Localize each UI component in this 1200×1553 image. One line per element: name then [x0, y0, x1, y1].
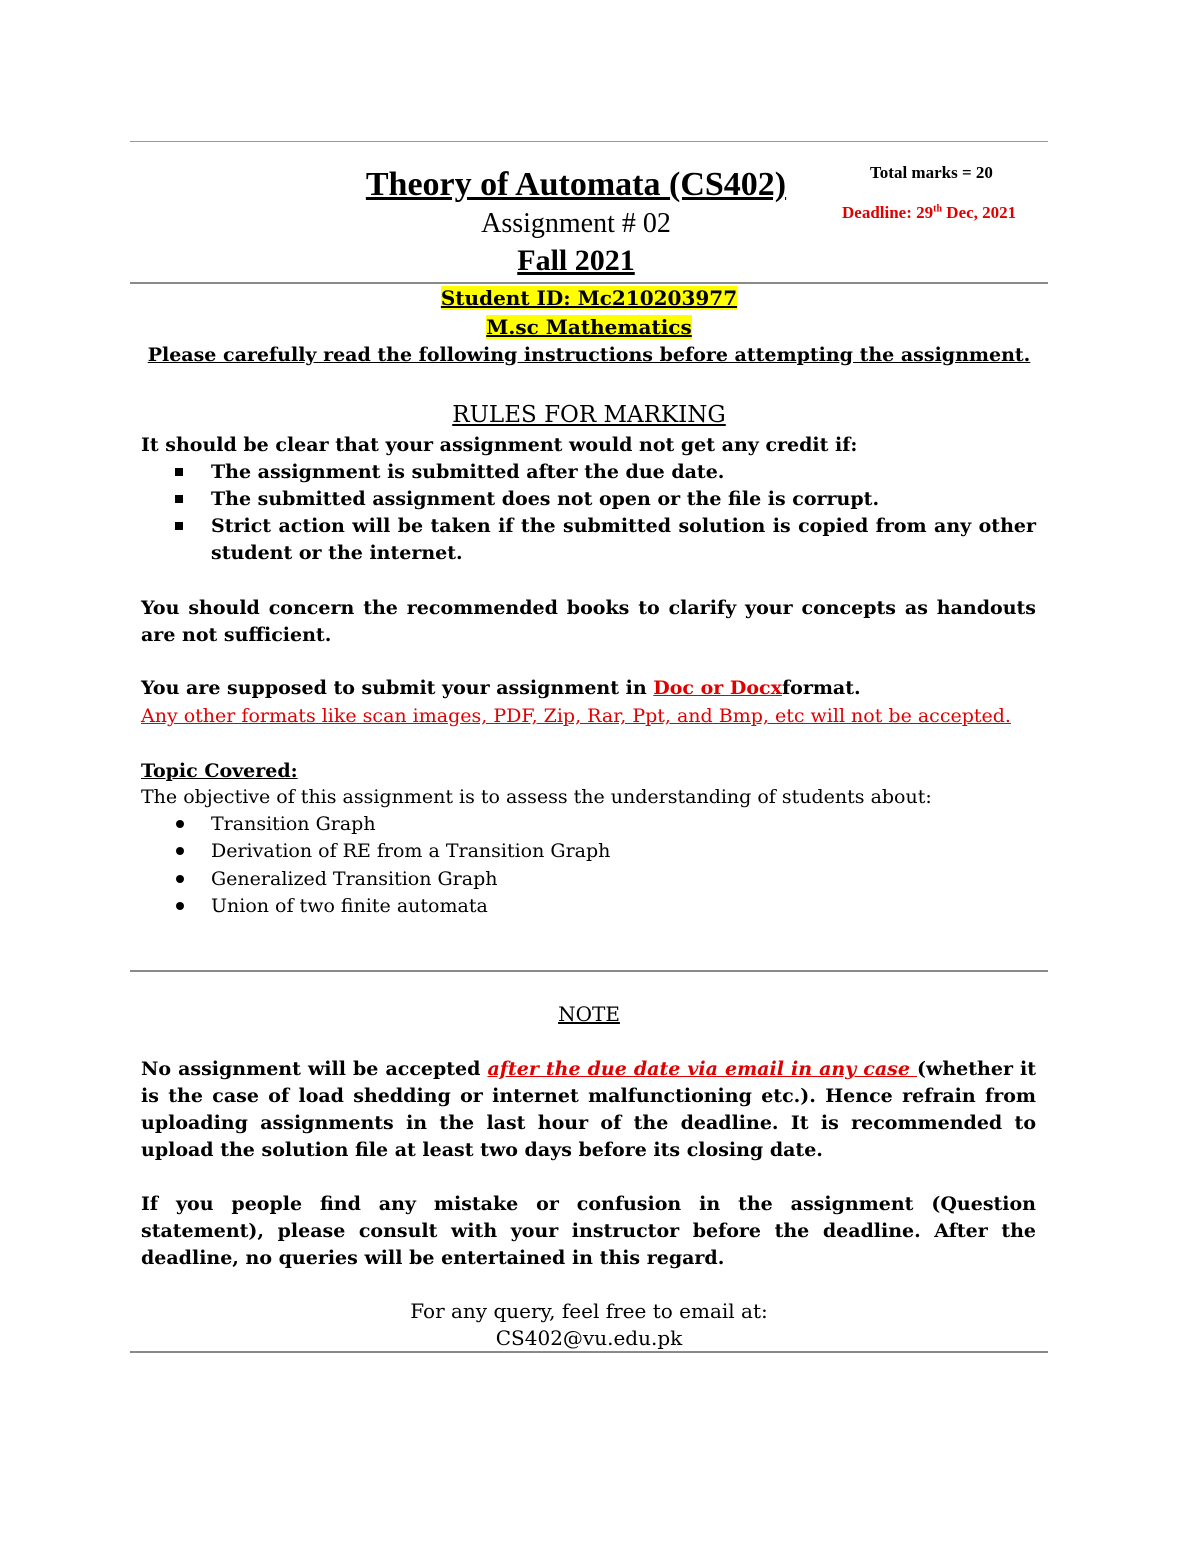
top-divider — [130, 141, 1048, 142]
deadline-prefix: Deadline: 29 — [842, 203, 934, 222]
contact-email[interactable]: CS402@vu.edu.pk — [495, 1326, 683, 1350]
page-title: Theory of Automata (CS402) — [365, 166, 787, 203]
square-bullet-icon — [175, 495, 183, 503]
books-note: You should concern the recommended books to clarify your concepts as handouts are not sufficient. — [141, 597, 1036, 646]
student-id-line — [0, 286, 1178, 310]
note-para1-suffix: (whether it is the case of load shedding or internet malfunctioning etc.). Hence refrain from uploading assignments in the last hour of the deadline. It is recommended to upload the solution file at least two days before its closing date. — [141, 1058, 1037, 1161]
term-label: Fall 2021 — [517, 244, 635, 277]
topic-item-text: Union of two finite automata — [211, 895, 488, 917]
note-divider — [130, 970, 1048, 972]
rule-item-text: The assignment is submitted after the due date. — [211, 461, 725, 483]
topic-item-text: Generalized Transition Graph — [211, 868, 498, 890]
round-bullet-icon — [176, 847, 184, 855]
note-para1-prefix: No assignment will be accepted — [141, 1058, 488, 1080]
deadline-sup: th — [933, 203, 943, 215]
format-line — [141, 675, 1036, 702]
header-divider — [130, 282, 1048, 284]
format-suffix: format. — [781, 677, 861, 699]
rules-heading-line — [0, 402, 1178, 428]
instructions-line — [0, 344, 1178, 366]
instructions-heading: Please carefully read the following instructions before attempting the assignment. — [147, 344, 1031, 366]
note-heading: NOTE — [558, 1002, 620, 1026]
student-id: Student ID: Mc210203977 — [440, 286, 738, 310]
format-value: Doc or Docx — [653, 677, 782, 699]
rule-item-text: The submitted assignment does not open or the file is corrupt. — [211, 488, 880, 510]
rules-intro: It should be clear that your assignment would not get any credit if: — [141, 434, 858, 456]
student-program: M.sc Mathematics — [486, 315, 692, 339]
square-bullet-icon — [175, 522, 183, 530]
rules-heading: RULES FOR MARKING — [452, 402, 726, 428]
round-bullet-icon — [176, 820, 184, 828]
program-line — [0, 315, 1178, 339]
bottom-divider — [130, 1351, 1048, 1353]
topic-item-text: Transition Graph — [211, 813, 376, 835]
other-formats-warning: Any other formats like scan images, PDF, Zip, Rar, Ppt, and Bmp, etc will not be accepted. — [141, 705, 1011, 727]
round-bullet-icon — [176, 902, 184, 910]
rule-item-text: Strict action will be taken if the submitted solution is copied from any other student or the internet. — [211, 515, 1036, 564]
format-prefix: You are supposed to submit your assignment in — [141, 677, 654, 699]
topic-item-text: Derivation of RE from a Transition Graph — [211, 840, 611, 862]
assignment-number: Assignment # 02 — [481, 208, 671, 239]
square-bullet-icon — [175, 468, 183, 476]
query-label: For any query, feel free to email at: — [410, 1299, 768, 1323]
note-paragraph-2: If you people find any mistake or confusion in the assignment (Question statement), please consult with your instructor before the deadline. After the deadline, no queries will be entertained in this regard. — [141, 1193, 1036, 1269]
topics-heading: Topic Covered: — [141, 760, 298, 782]
note-para1-emphasis: after the due date via email in any case — [487, 1058, 918, 1080]
total-marks: Total marks = 20 — [870, 163, 993, 182]
round-bullet-icon — [176, 875, 184, 883]
deadline — [842, 203, 1016, 223]
topics-intro: The objective of this assignment is to assess the understanding of students about: — [141, 786, 932, 808]
note-paragraph-1 — [141, 1056, 1036, 1164]
deadline-suffix: Dec, 2021 — [942, 203, 1017, 222]
